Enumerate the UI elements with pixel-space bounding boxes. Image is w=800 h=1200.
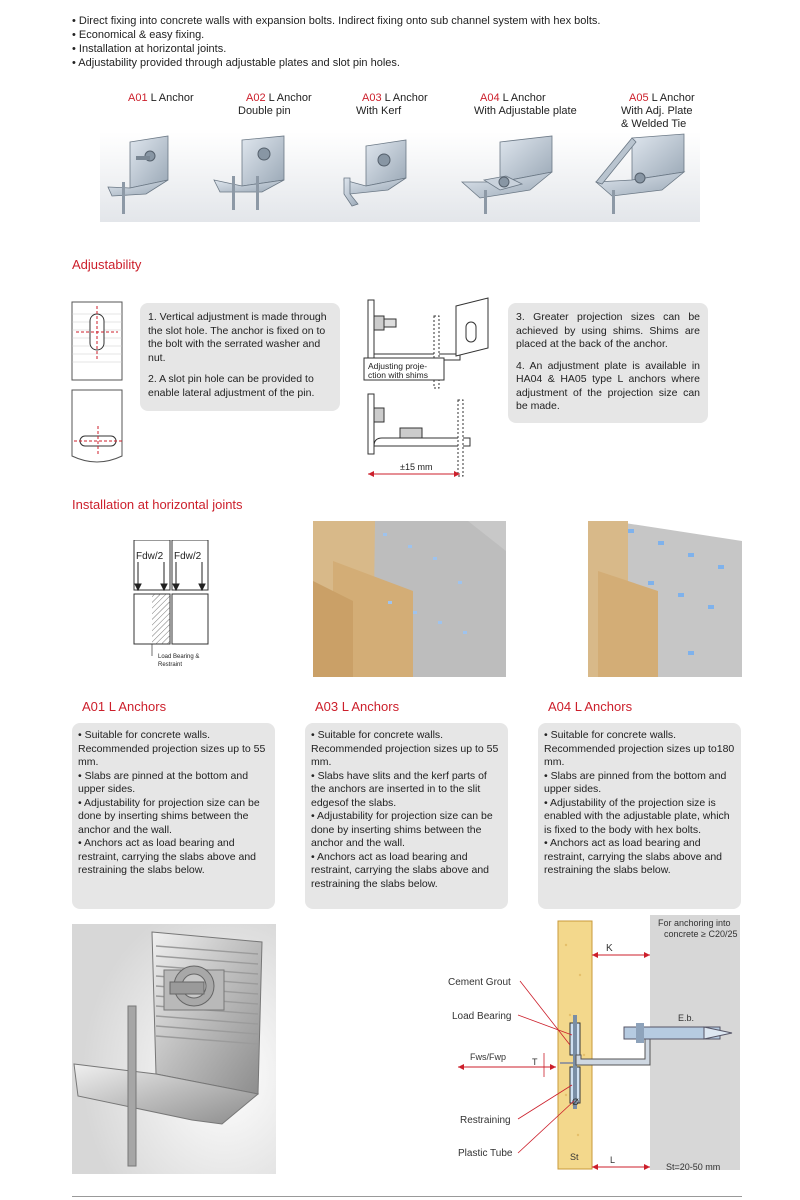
a01-anchors-title: A01 L Anchors — [82, 699, 167, 714]
a03-anchors-title: A03 L Anchors — [315, 699, 400, 714]
intro-bullets — [72, 14, 772, 70]
svg-text:±15 mm: ±15 mm — [400, 462, 433, 472]
horizontal-joint-diagram — [118, 540, 228, 670]
svg-text:Adjusting proje-: Adjusting proje- — [368, 361, 428, 371]
svg-text:St=20-50 mm: St=20-50 mm — [666, 1162, 721, 1172]
a01-anchors-description: • Suitable for concrete walls. Recommended projection sizes up to 55 mm. • Slabs are pinned at the bottom and upper sides. • Adjustability for projection size can be done by inserting shims between the anchor and the wall. • Anchors act as load bearing and restraint, carrying the slabs above and restraining the slabs below. — [72, 723, 275, 909]
facade-rendering-2 — [588, 521, 742, 677]
svg-text:St: St — [570, 1152, 579, 1162]
svg-text:Fws/Fwp: Fws/Fwp — [470, 1052, 506, 1062]
svg-text:Ø: Ø — [572, 1097, 580, 1107]
intro-bullet: • Direct fixing into concrete walls with expansion bolts. Indirect fixing onto sub channel system with hex bolts. — [72, 15, 601, 27]
intro-bullet: • Installation at horizontal joints. — [72, 43, 227, 55]
adjustability-note-2: 3. Greater projection sizes can be achieved by using shims. Shims are placed at the back of the anchor. 4. An adjustment plate is available in HA04 & HA05 type L anchors where adjustment of the projection size can be made. — [508, 303, 708, 423]
anchor-type-a03: A03 L Anchor With Kerf — [356, 92, 428, 117]
svg-text:T: T — [532, 1057, 538, 1067]
anchor-products-strip — [100, 132, 700, 222]
svg-text:concrete ≥ C20/25: concrete ≥ C20/25 — [664, 929, 738, 939]
a04-anchors-description: • Suitable for concrete walls. Recommended projection sizes up to180 mm. • Slabs are pinned from the bottom and upper sides. • Adjustability of the projection size is enabled with the adjustable plate, which is fixed to the body with hex bolts. • Anchors act as load bearing and restraint, carrying the slabs above and restraining the slabs below. — [538, 723, 741, 909]
anchor-photo — [72, 924, 276, 1174]
load-bearing-label: Load Bearing — [452, 1011, 512, 1022]
anchor-type-a01: A01 L Anchor — [128, 92, 194, 104]
restraining-label: Restraining — [460, 1115, 511, 1126]
svg-text:Fdw/2: Fdw/2 — [136, 551, 164, 562]
shim-adjustment-diagram — [360, 296, 500, 480]
svg-text:L: L — [610, 1155, 616, 1165]
svg-text:Restraint: Restraint — [158, 662, 183, 668]
adjustability-note-1: 1. Vertical adjustment is made through the slot hole. The anchor is fixed on to the bolt with the serrated washer and nut. 2. A slot pin hole can be provided to enable lateral adjustment of the pin. — [140, 303, 340, 411]
svg-text:ction with shims: ction with shims — [368, 370, 428, 380]
plastic-tube-label: Plastic Tube — [458, 1148, 513, 1159]
cement-grout-label: Cement Grout — [448, 977, 511, 988]
installation-title: Installation at horizontal joints — [72, 497, 243, 512]
footer-divider — [72, 1196, 742, 1197]
adjustability-title: Adjustability — [72, 257, 142, 272]
anchor-type-a04: A04 L Anchor With Adjustable plate — [474, 92, 577, 117]
concrete-note: For anchoring into — [658, 918, 731, 928]
facade-rendering-1 — [313, 521, 506, 677]
anchor-type-a05: A05 L Anchor With Adj. Plate & Welded Tie — [621, 92, 695, 130]
a03-anchors-description: • Suitable for concrete walls. Recommended projection sizes up to 55 mm. • Slabs have slits and the kerf parts of the anchors are inserted in to the slit edgesof the slabs. • Adjustability for projection size can be done by inserting shims between the anchor and the wall. • Anchors act as load bearing and restraint, carrying the slabs above and restraining the slabs below. — [305, 723, 508, 909]
slot-hole-diagram — [70, 300, 126, 470]
intro-bullet: • Adjustability provided through adjustable plates and slot pin holes. — [72, 57, 400, 69]
anchoring-technical-diagram — [440, 915, 750, 1180]
svg-text:K: K — [606, 943, 613, 954]
svg-text:Fdw/2: Fdw/2 — [174, 551, 202, 562]
svg-text:Load Bearing &: Load Bearing & — [158, 654, 200, 660]
intro-bullet: • Economical & easy fixing. — [72, 29, 205, 41]
a04-anchors-title: A04 L Anchors — [548, 699, 633, 714]
svg-text:E.b.: E.b. — [678, 1013, 695, 1023]
anchor-type-a02: A02 L Anchor Double pin — [238, 92, 312, 117]
